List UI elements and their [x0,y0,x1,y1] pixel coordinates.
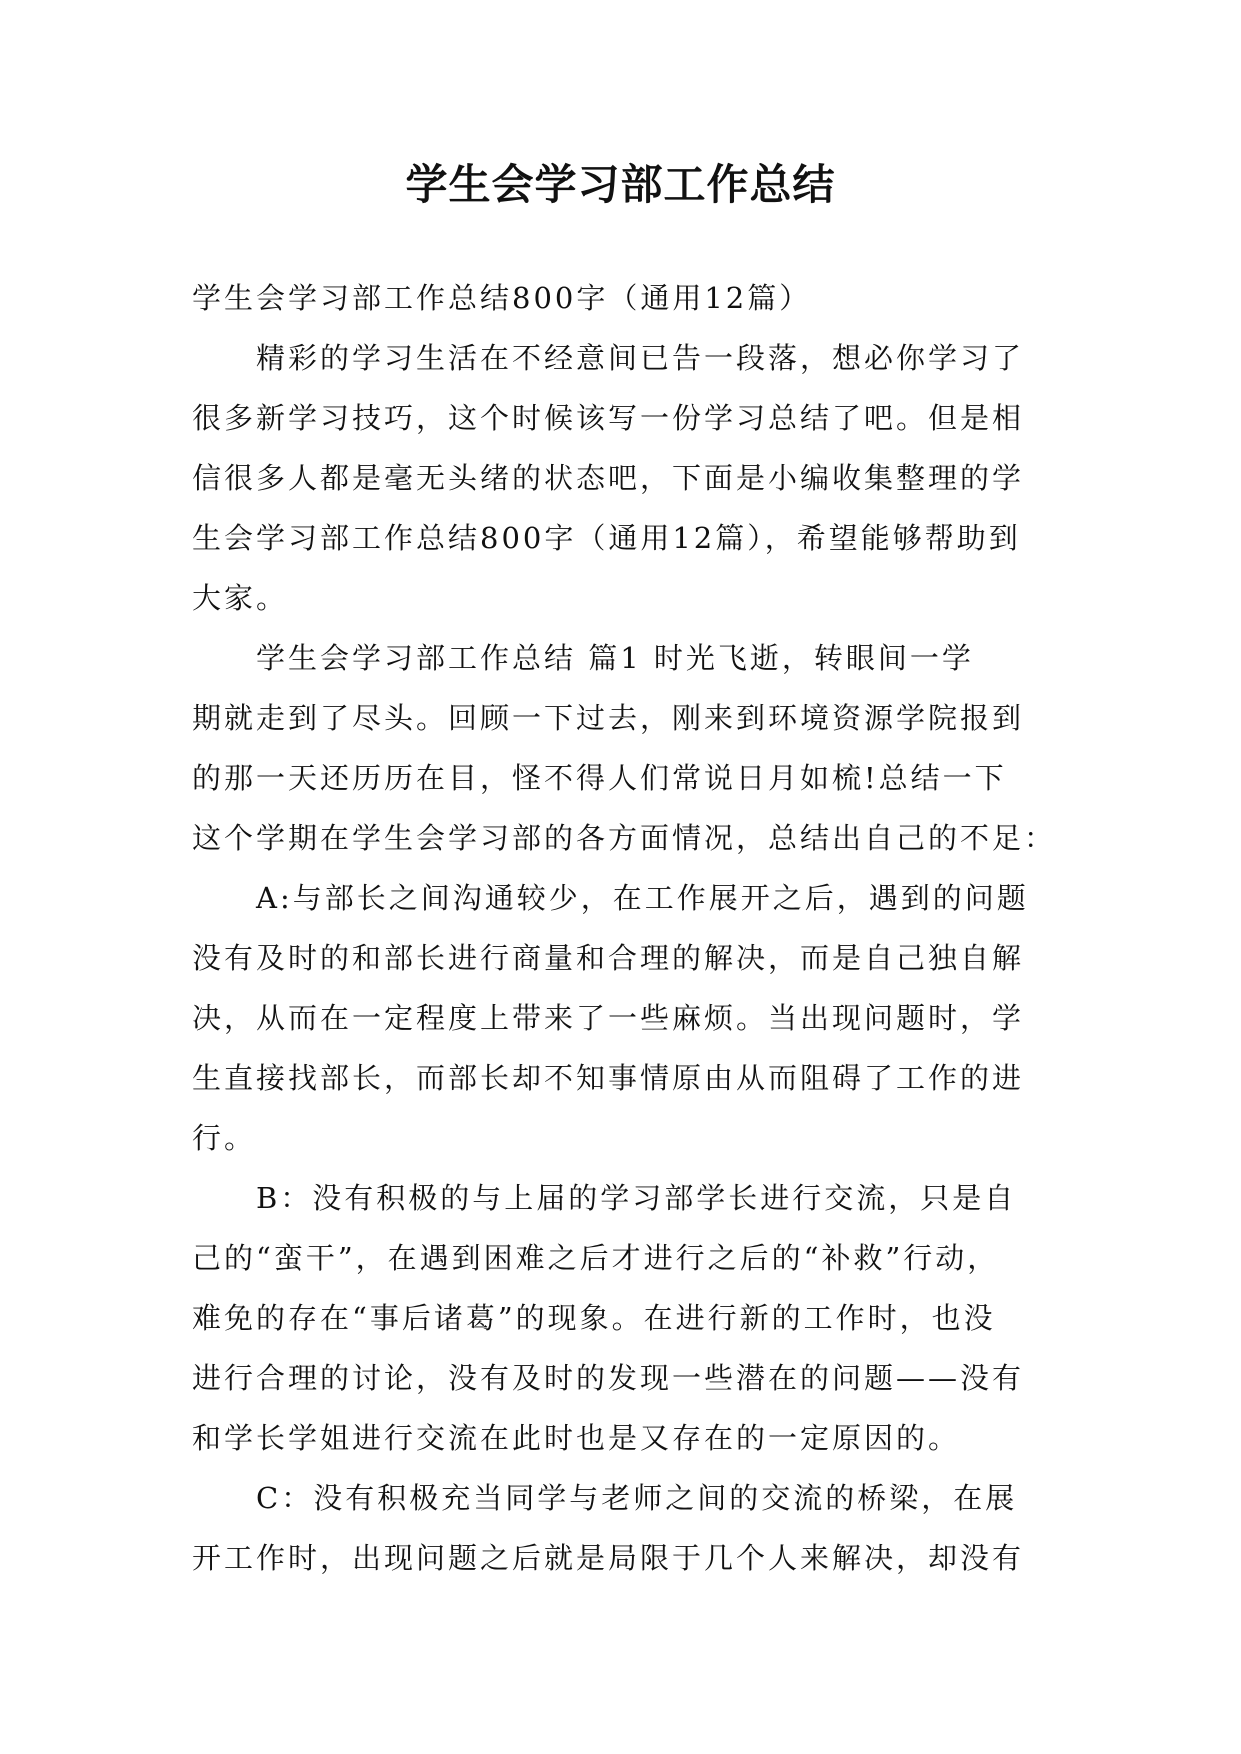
paragraph-line: 开工作时，出现问题之后就是局限于几个人来解决，却没有 [192,1541,1025,1575]
paragraph-line: 没有及时的和部长进行商量和合理的解决，而是自己独自解 [192,941,1025,975]
paragraph-line: 信很多人都是毫无头绪的状态吧，下面是小编收集整理的学 [192,461,1025,495]
paragraph-line: 进行合理的讨论，没有及时的发现一些潜在的问题——没有 [192,1361,1025,1395]
subtitle-line: 学生会学习部工作总结800字（通用12篇） [192,281,812,315]
paragraph-line: 和学长学姐进行交流在此时也是又存在的一定原因的。 [192,1421,961,1455]
paragraph-line: A:与部长之间沟通较少，在工作展开之后，遇到的问题 [256,881,1029,915]
paragraph-line: 很多新学习技巧，这个时候该写一份学习总结了吧。但是相 [192,401,1025,435]
paragraph-line: 大家。 [192,581,289,615]
paragraph-line: C：没有积极充当同学与老师之间的交流的桥梁，在展 [256,1481,1018,1515]
paragraph-line: 精彩的学习生活在不经意间已告一段落，想必你学习了 [256,341,1025,375]
paragraph-line: B：没有积极的与上届的学习部学长进行交流，只是自 [256,1181,1017,1215]
paragraph-line: 生直接找部长，而部长却不知事情原由从而阻碍了工作的进 [192,1061,1025,1095]
paragraph-line: 学生会学习部工作总结 篇1 时光飞逝，转眼间一学 [256,641,974,675]
paragraph-line: 这个学期在学生会学习部的各方面情况，总结出自己的不足： [192,821,1057,855]
paragraph-line: 行。 [192,1121,257,1155]
paragraph-line: 期就走到了尽头。回顾一下过去，刚来到环境资源学院报到 [192,701,1025,735]
paragraph-line: 生会学习部工作总结800字（通用12篇），希望能够帮助到 [192,521,1021,555]
paragraph-line: 难免的存在“事后诸葛”的现象。在进行新的工作时，也没 [192,1301,996,1335]
document-body [192,268,1072,1588]
document-title: 学生会学习部工作总结 [405,160,836,209]
paragraph-line: 的那一天还历历在目，怪不得人们常说日月如梳!总结一下 [192,761,1007,795]
paragraph-line: 己的“蛮干”，在遇到困难之后才进行之后的“补救”行动， [192,1241,1000,1275]
paragraph-line: 决，从而在一定程度上带来了一些麻烦。当出现问题时，学 [192,1001,1025,1035]
